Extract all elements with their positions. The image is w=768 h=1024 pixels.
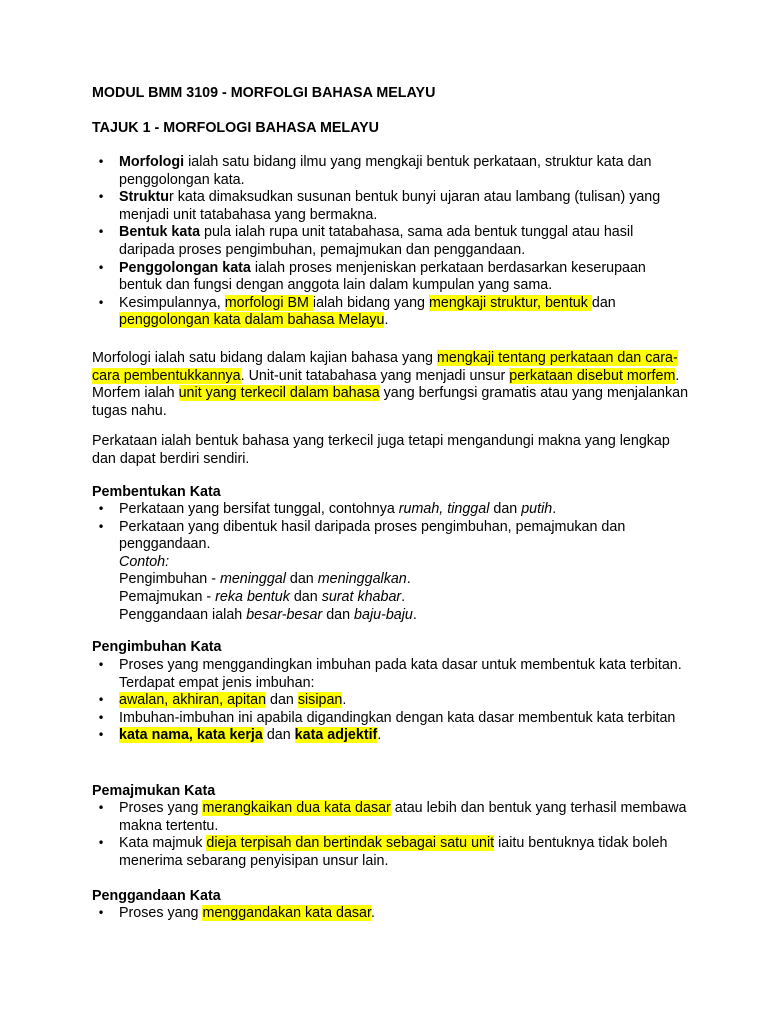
italic-text: Contoh: bbox=[119, 553, 170, 570]
list-item bbox=[92, 727, 690, 745]
text-run: . Unit-unit tatabahasa yang menjadi unsur bbox=[240, 367, 510, 384]
text-run: . bbox=[412, 606, 417, 623]
highlighted-text: penggolongan kata dalam bahasa Melayu bbox=[119, 312, 385, 329]
text-run: . bbox=[406, 571, 411, 588]
text-run: . Morfem ialah bbox=[92, 367, 680, 402]
bullet-icon: • bbox=[97, 260, 105, 275]
highlighted-text: awalan, akhiran, apitan bbox=[119, 692, 267, 709]
text-run: dan bbox=[322, 606, 355, 623]
text-run: Pemajmukan - bbox=[119, 588, 216, 605]
text-run: Proses yang bbox=[119, 905, 203, 921]
text-run: . bbox=[370, 905, 375, 921]
section-heading-pengimbuhan: Pengimbuhan Kata bbox=[92, 639, 222, 655]
list-item bbox=[92, 905, 690, 923]
text-run: ialah bidang yang bbox=[312, 294, 429, 311]
bullet-icon: • bbox=[97, 693, 105, 708]
text-run: pula ialah rupa unit tatabahasa, sama ada bentuk tunggal atau hasil daripada proses pengimbuhan, pemajmukan dan penggandaan. bbox=[119, 224, 634, 258]
document-title: MODUL BMM 3109 - MORFOLGI BAHASA MELAYU bbox=[92, 85, 436, 101]
highlighted-text: merangkaikan dua kata dasar bbox=[202, 800, 391, 816]
bullet-icon: • bbox=[97, 906, 105, 920]
highlighted-text: menggandakan kata dasar bbox=[202, 905, 371, 921]
highlighted-text: mengkaji struktur, bentuk bbox=[428, 294, 592, 311]
highlighted-text: morfologi BM bbox=[224, 294, 313, 311]
list-item bbox=[92, 657, 690, 692]
list-item bbox=[92, 835, 690, 870]
paragraph-morfologi bbox=[92, 350, 690, 420]
section-list-pengimbuhan bbox=[92, 657, 690, 745]
text-run: yang berfungsi gramatis atau yang menjalankan tugas nahu. bbox=[92, 385, 689, 419]
list-item bbox=[92, 224, 690, 259]
italic-text: putih bbox=[521, 501, 553, 517]
list-item bbox=[92, 519, 690, 625]
text-run: dan bbox=[489, 501, 522, 517]
text-run: Kata majmuk bbox=[119, 835, 207, 852]
topic-heading: TAJUK 1 - MORFOLOGI BAHASA MELAYU bbox=[92, 120, 380, 136]
text-run: ialah satu bidang ilmu yang mengkaji bentuk perkataan, struktur kata dan penggolongan kata. bbox=[119, 154, 652, 188]
highlighted-text: mengkaji tentang perkataan dan cara-cara pembentukkannya bbox=[92, 350, 678, 384]
text-run: . bbox=[552, 501, 557, 517]
italic-text: meninggal bbox=[219, 571, 286, 588]
section-list-pemajmukan bbox=[92, 800, 690, 870]
italic-text: meninggalkan bbox=[317, 571, 407, 588]
list-item bbox=[92, 295, 690, 330]
text-run: iaitu bentuknya tidak boleh menerima sebarang penyisipan unsur lain. bbox=[119, 835, 668, 869]
text-run: ialah proses menjeniskan perkataan berdasarkan keserupaan bentuk dan fungsi dengan anggota lain dalam kumpulan yang sama. bbox=[119, 259, 646, 294]
section-heading-penggandaan: Penggandaan Kata bbox=[92, 888, 221, 904]
italic-text: besar-besar bbox=[246, 606, 323, 623]
text-run: . bbox=[377, 727, 382, 744]
intro-list bbox=[92, 154, 690, 330]
highlighted-text: unit yang terkecil dalam bahasa bbox=[178, 385, 380, 402]
list-item bbox=[92, 154, 690, 189]
section-heading-pemajmukan: Pemajmukan Kata bbox=[92, 783, 216, 799]
paragraph-perkataan bbox=[92, 433, 690, 468]
bullet-icon: • bbox=[97, 225, 105, 240]
bullet-icon: • bbox=[97, 710, 105, 725]
bullet-icon: • bbox=[97, 519, 105, 534]
text-run: Perkataan yang dibentuk hasil daripada proses pengimbuhan, pemajmukan dan penggandaan. bbox=[119, 518, 626, 553]
text-run: Kesimpulannya, bbox=[119, 294, 225, 311]
bullet-icon: • bbox=[97, 801, 105, 815]
text-run: Pengimbuhan - bbox=[119, 571, 220, 588]
section-heading-pembentukan: Pembentukan Kata bbox=[92, 484, 221, 500]
highlighted-text: perkataan disebut morfem bbox=[509, 367, 676, 384]
text-run: Perkataan yang bersifat tunggal, contohnya bbox=[119, 501, 399, 517]
text-run: . bbox=[384, 312, 389, 329]
highlighted-text: sisipan bbox=[297, 692, 343, 709]
text-run: atau lebih dan bentuk yang terhasil membawa makna tertentu. bbox=[119, 800, 687, 834]
text-run: Penggandaan ialah bbox=[119, 606, 247, 623]
list-item bbox=[92, 189, 690, 224]
text-run: Morfologi ialah satu bidang dalam kajian bahasa yang bbox=[92, 350, 437, 366]
section-list-pembentukan bbox=[92, 501, 690, 624]
highlighted-bold-text: kata adjektif bbox=[294, 727, 378, 744]
italic-text: baju-baju bbox=[354, 606, 413, 623]
italic-text: rumah, tinggal bbox=[398, 501, 490, 517]
bold-term: Morfologi bbox=[119, 154, 185, 170]
text-run: dan bbox=[266, 692, 298, 709]
list-item bbox=[92, 692, 690, 710]
bullet-icon: • bbox=[97, 502, 105, 516]
bullet-icon: • bbox=[97, 190, 105, 205]
italic-text: surat khabar bbox=[321, 588, 402, 605]
list-item bbox=[92, 501, 690, 519]
list-item bbox=[92, 260, 690, 295]
text-run: Proses yang bbox=[119, 800, 203, 816]
list-item bbox=[92, 800, 690, 835]
bullet-icon: • bbox=[97, 155, 105, 169]
bullet-icon: • bbox=[97, 295, 105, 310]
text-run: . bbox=[342, 692, 347, 709]
text-run: dan bbox=[591, 294, 616, 311]
bold-term: Struktu bbox=[119, 189, 170, 206]
italic-text: reka bentuk bbox=[215, 588, 290, 605]
text-run: Imbuhan-imbuhan ini apabila digandingkan dengan kata dasar membentuk kata terbitan bbox=[119, 709, 676, 726]
text-run: dan bbox=[262, 727, 295, 744]
text-run: dan bbox=[289, 588, 322, 605]
bullet-icon: • bbox=[97, 658, 105, 672]
highlighted-text: dieja terpisah dan bertindak sebagai satu unit bbox=[206, 835, 495, 852]
bold-term: Bentuk kata bbox=[119, 224, 201, 241]
text-run: Perkataan ialah bentuk bahasa yang terkecil juga tetapi mengandungi makna yang lengkap dan dapat berdiri sendiri. bbox=[92, 433, 670, 467]
text-run: . bbox=[401, 588, 406, 605]
text-run: dan bbox=[285, 571, 318, 588]
text-run: Proses yang menggandingkan imbuhan pada kata dasar untuk membentuk kata terbitan. Terdapat empat jenis imbuhan: bbox=[119, 657, 682, 691]
list-item bbox=[92, 710, 690, 728]
text-run: r kata dimaksudkan susunan bentuk bunyi ujaran atau lambang (tulisan) yang menjadi unit tatabahasa yang bermakna. bbox=[119, 189, 661, 223]
bullet-icon: • bbox=[97, 836, 105, 851]
bullet-icon: • bbox=[97, 728, 105, 743]
highlighted-bold-text: kata nama, kata kerja bbox=[119, 727, 263, 744]
section-list-penggandaan bbox=[92, 905, 690, 923]
bold-term: Penggolongan kata bbox=[119, 259, 251, 276]
